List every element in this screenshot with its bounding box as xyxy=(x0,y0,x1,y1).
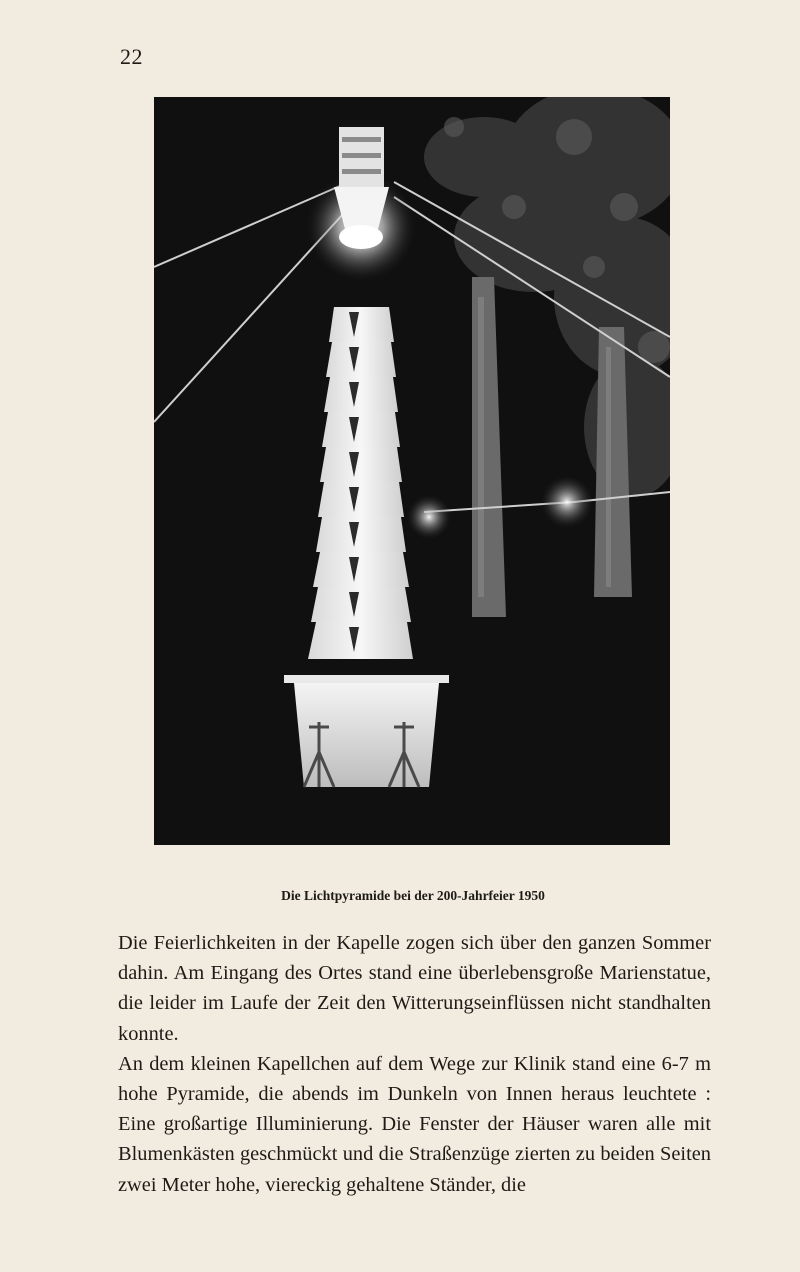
pyramid-base xyxy=(284,675,449,787)
paragraph: An dem kleinen Kapellchen auf dem Wege zur Klinik stand eine 6-7 m hohe Pyramide, die abends im Dunkeln von Innen heraus leuchtete : Eine großartige Illuminierung. Die Fenster der Häuser waren alle mit Blumenkästen geschmückt und die Straßenzüge zierten zu beiden Seiten zwei Meter hohe, viereckig gehaltene Ständer, die xyxy=(118,1052,711,1196)
figure-caption: Die Lichtpyramide bei der 200-Jahrfeier 1950 xyxy=(281,888,545,903)
body-text xyxy=(118,928,711,1200)
pyramid-photo xyxy=(154,97,670,845)
paragraph: Die Feierlichkeiten in der Kapelle zogen sich über den ganzen Sommer dahin. Am Eingang des Ortes stand eine überlebensgroße Marienstatue, die leider im Laufe der Zeit den Witterungseinflüssen nicht standhalten konnte. xyxy=(118,932,711,1045)
page-number: 22 xyxy=(120,44,143,69)
